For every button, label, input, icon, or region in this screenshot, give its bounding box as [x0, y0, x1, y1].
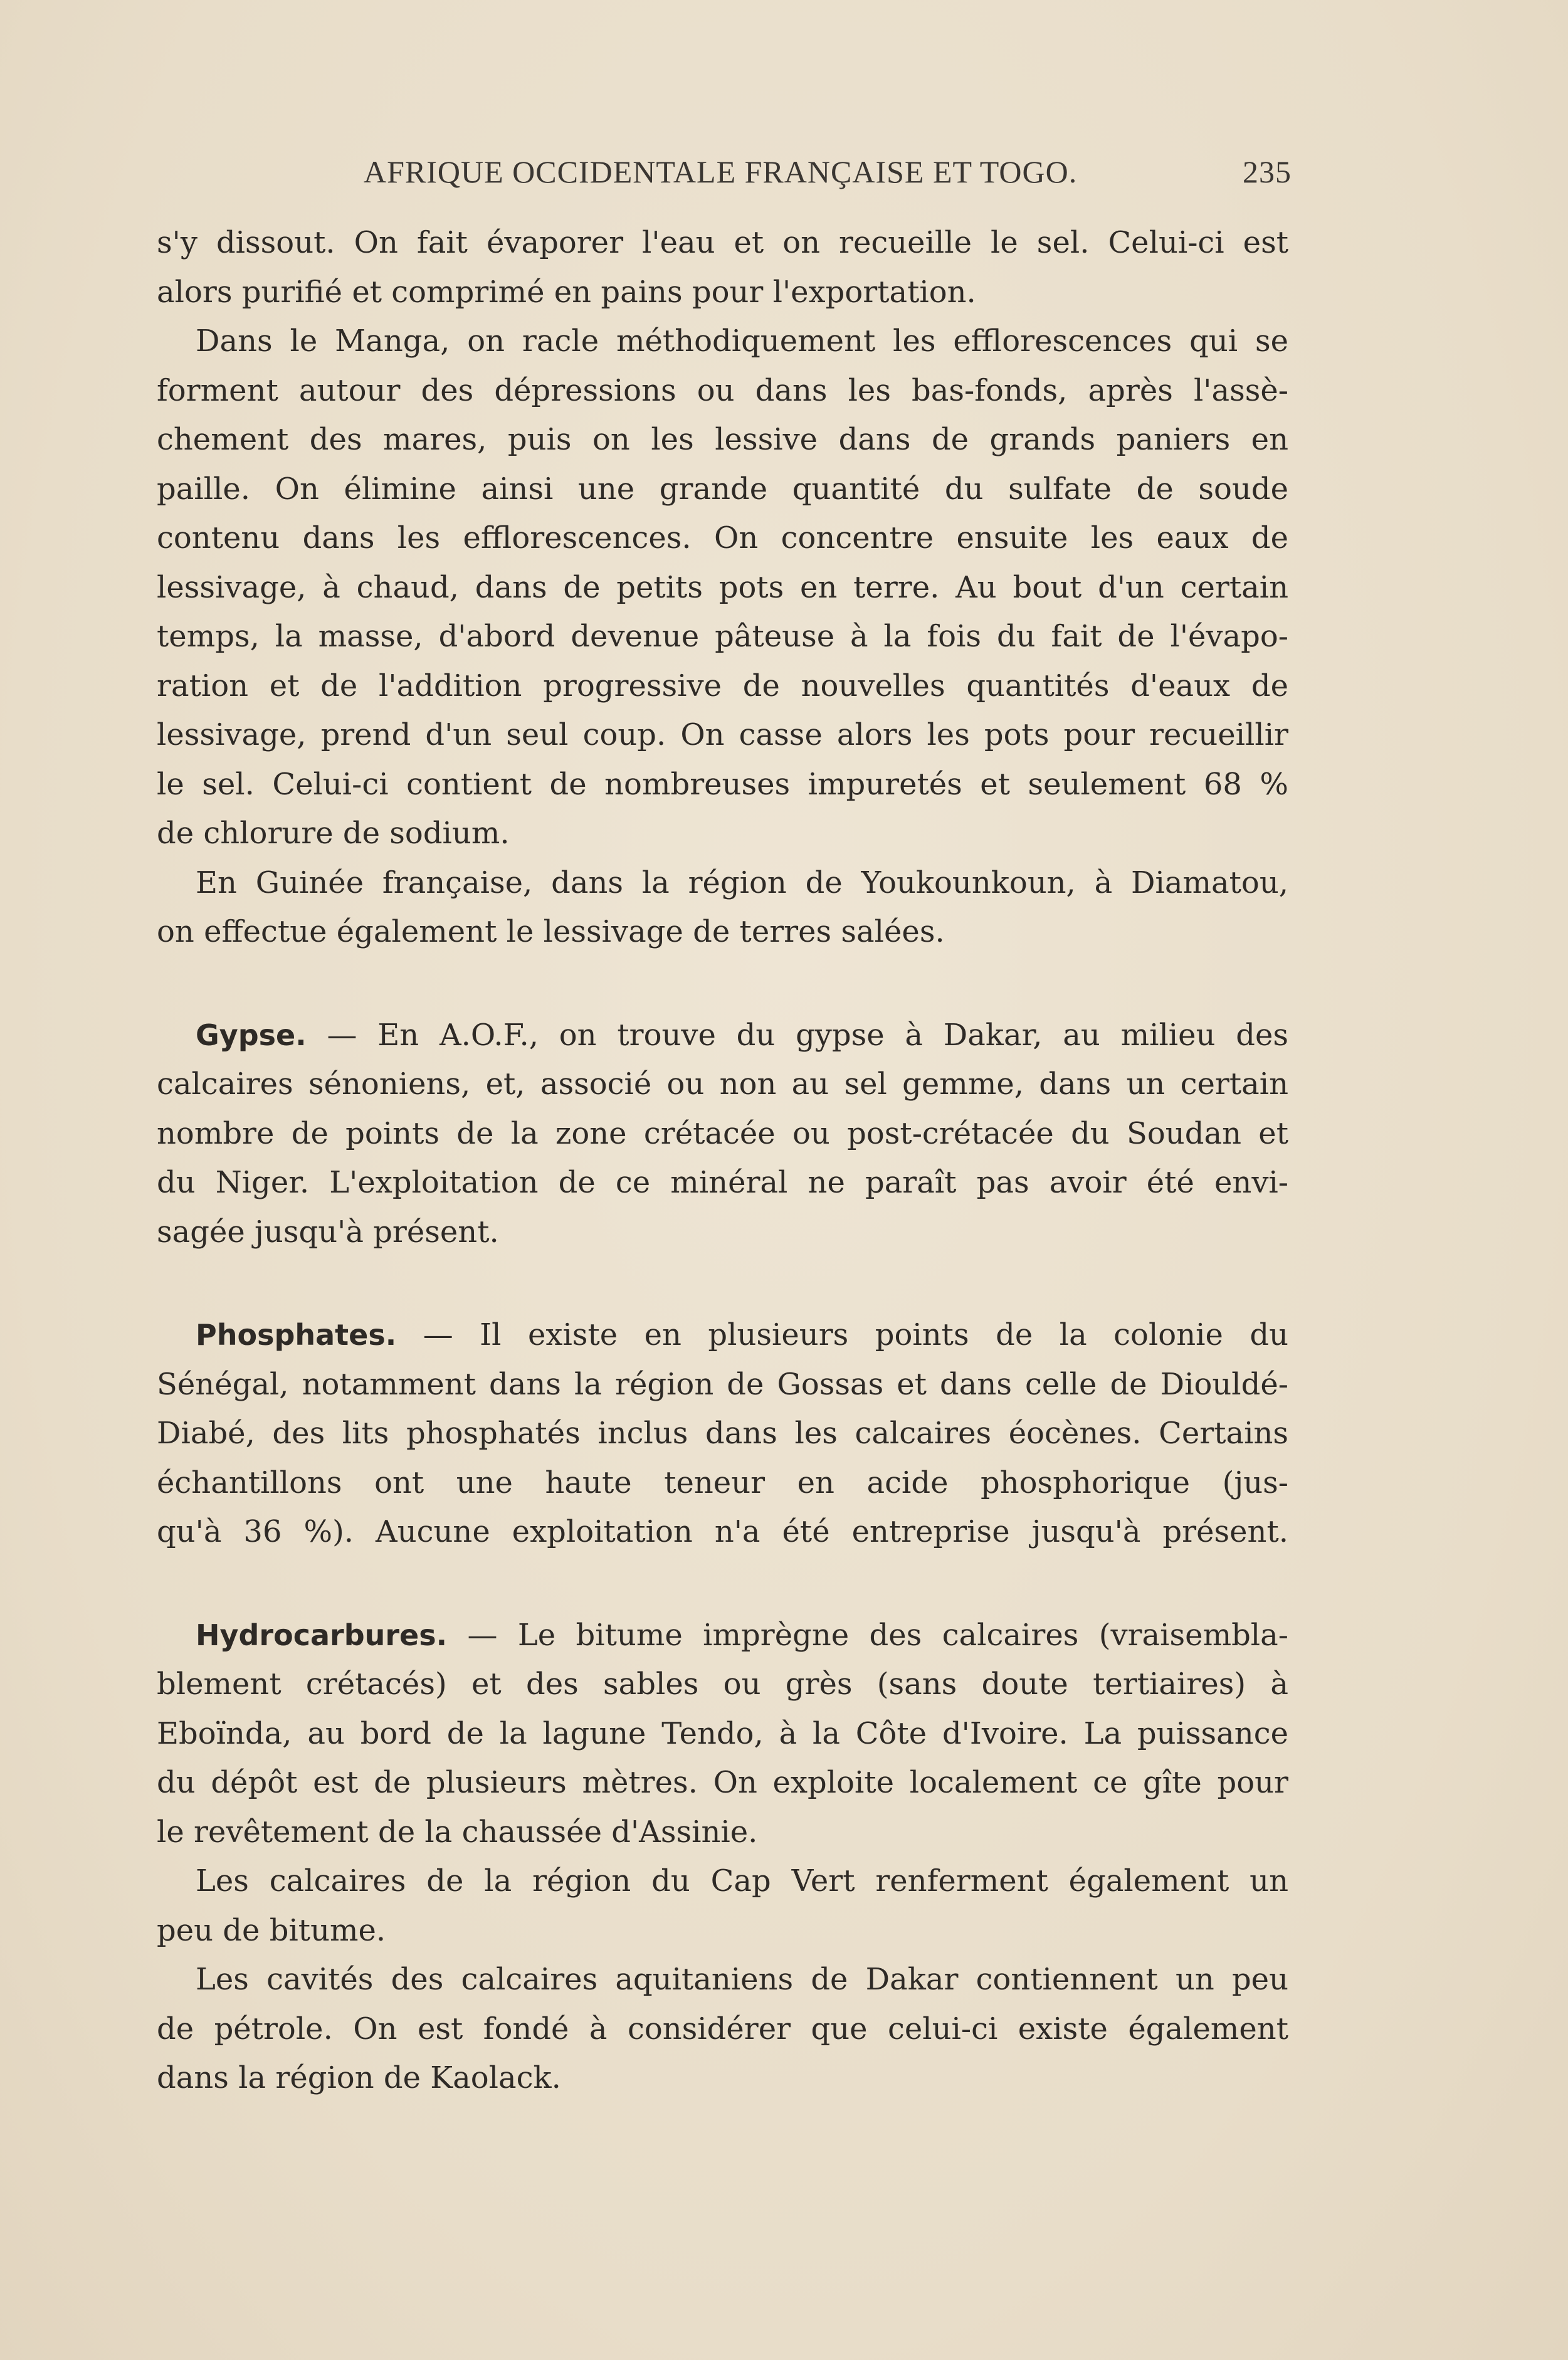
page-number: 235 — [1243, 154, 1292, 189]
text-line: s'y dissout. On fait évaporer l'eau et on recueille le sel. Celui-ci est — [157, 225, 1288, 260]
text-line: — Le bitume imprègne des calcaires (vraisembla- — [447, 1617, 1288, 1653]
text-line: En Guinée française, dans la région de Youkounkoun, à Diamatou, — [196, 865, 1288, 900]
body-text — [157, 218, 1288, 2103]
text-line: Dans le Manga, on racle méthodiquement les efflorescences qui se — [196, 324, 1288, 359]
text-line: le revêtement de la chaussée d'Assinie. — [157, 1814, 758, 1850]
paragraph — [157, 858, 1288, 957]
text-line: sagée jusqu'à présent. — [157, 1214, 499, 1250]
text-line: ration et de l'addition progressive de nouvelles quantités d'eaux de — [157, 668, 1288, 703]
text-line: de chlorure de sodium. — [157, 816, 510, 851]
paragraph — [157, 1955, 1288, 2103]
text-line: du dépôt est de plusieurs mètres. On exploite localement ce gîte pour — [157, 1765, 1288, 1800]
text-line: calcaires sénoniens, et, associé ou non au sel gemme, dans un certain — [157, 1067, 1288, 1102]
text-line: — Il existe en plusieurs points de la colonie du — [396, 1317, 1288, 1352]
text-line: du Niger. L'exploitation de ce minéral ne paraît pas avoir été envi- — [157, 1165, 1288, 1200]
paragraph — [157, 218, 1288, 317]
running-title: AFRIQUE OCCIDENTALE FRANÇAISE ET TOGO. — [364, 154, 1078, 189]
text-line: Les calcaires de la région du Cap Vert renferment également un — [196, 1863, 1288, 1899]
section-hydrocarbures — [157, 1611, 1288, 1857]
text-line: temps, la masse, d'abord devenue pâteuse à la fois du fait de l'évapo- — [157, 619, 1288, 654]
text-line: blement crétacés) et des sables ou grès (sans doute tertiaires) à — [157, 1667, 1288, 1702]
text-line: Diabé, des lits phosphatés inclus dans les calcaires éocènes. Certains — [157, 1416, 1288, 1451]
text-line: chement des mares, puis on les lessive dans de grands paniers en — [157, 422, 1288, 457]
text-line: — En A.O.F., on trouve du gypse à Dakar, au milieu des — [306, 1017, 1288, 1053]
running-header — [351, 154, 1292, 198]
text-line: on effectue également le lessivage de terres salées. — [157, 914, 945, 949]
section-heading: Gypse. — [196, 1018, 307, 1052]
section-gypse — [157, 1011, 1288, 1257]
text-line: qu'à 36 %). Aucune exploitation n'a été entreprise jusqu'à présent. — [157, 1514, 1288, 1549]
text-line: lessivage, prend d'un seul coup. On casse alors les pots pour recueillir — [157, 717, 1288, 752]
text-line: Eboïnda, au bord de la lagune Tendo, à la Côte d'Ivoire. La puissance — [157, 1715, 1288, 1751]
paragraph — [157, 1857, 1288, 1955]
text-line: forment autour des dépressions ou dans les bas-fonds, après l'assè- — [157, 372, 1288, 408]
section-heading: Hydrocarbures. — [196, 1618, 448, 1652]
text-line: peu de bitume. — [157, 1912, 386, 1948]
text-line: échantillons ont une haute teneur en acide phosphorique (jus- — [157, 1465, 1288, 1500]
text-line: alors purifié et comprimé en pains pour l'exportation. — [157, 274, 976, 310]
section-phosphates — [157, 1310, 1288, 1557]
text-line: de pétrole. On est fondé à considérer que celui-ci existe également — [157, 2011, 1288, 2047]
text-line: Les cavités des calcaires aquitaniens de Dakar contiennent un peu — [196, 1962, 1288, 1997]
text-line: contenu dans les efflorescences. On concentre ensuite les eaux de — [157, 520, 1288, 556]
text-line: Sénégal, notamment dans la région de Gossas et dans celle de Diouldé- — [157, 1366, 1288, 1402]
text-line: lessivage, à chaud, dans de petits pots en terre. Au bout d'un certain — [157, 569, 1288, 605]
text-line: le sel. Celui-ci contient de nombreuses impuretés et seulement 68 % — [157, 766, 1288, 802]
text-line: nombre de points de la zone crétacée ou post-crétacée du Soudan et — [157, 1115, 1288, 1151]
text-line: dans la région de Kaolack. — [157, 2060, 561, 2095]
text-line: paille. On élimine ainsi une grande quantité du sulfate de soude — [157, 471, 1288, 507]
section-heading: Phosphates. — [196, 1318, 397, 1352]
paragraph — [157, 317, 1288, 858]
